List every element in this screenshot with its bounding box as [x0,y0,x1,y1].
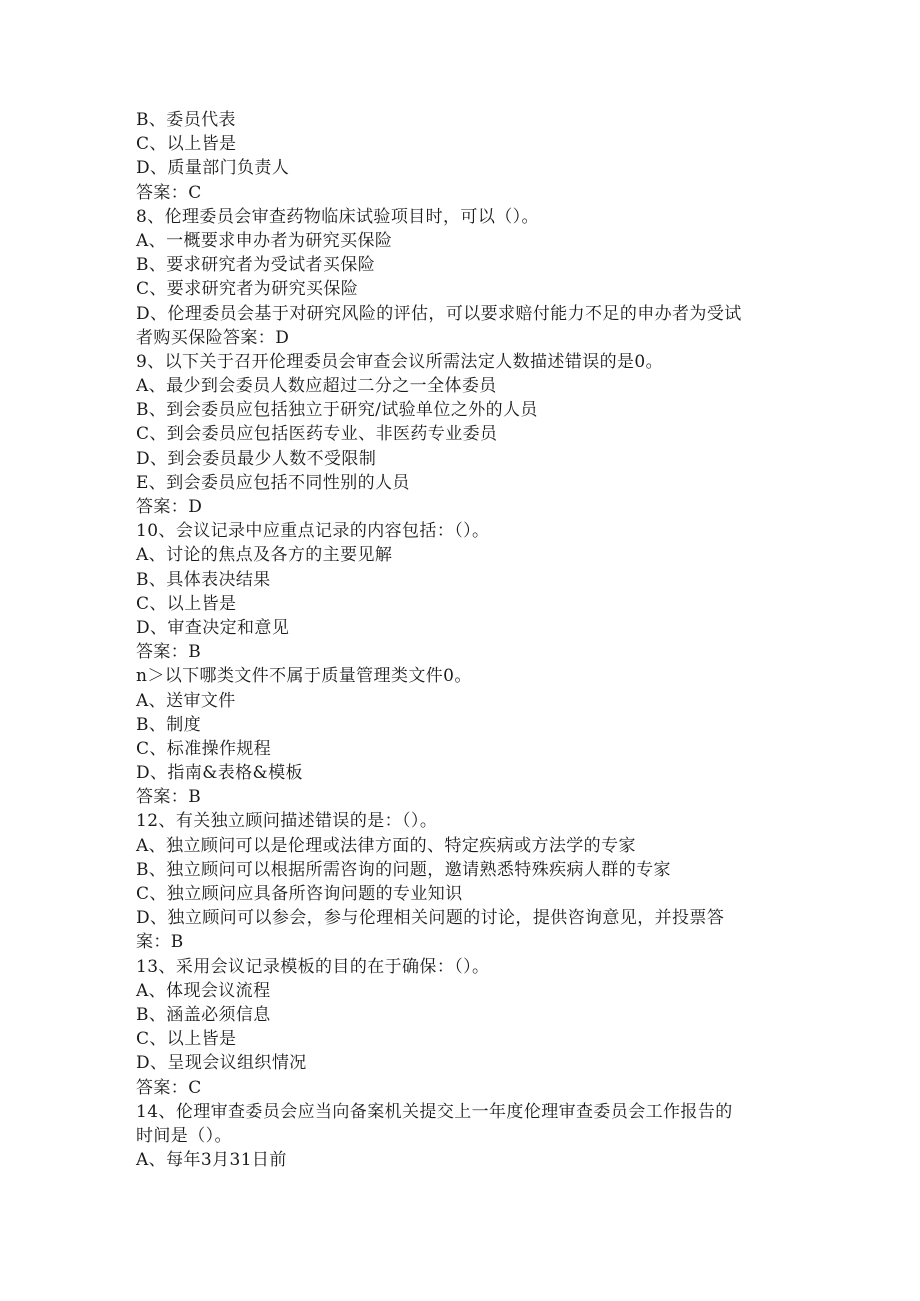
option-d-q11: D、指南&表格&模板 [136,763,303,784]
option-c-q7: C、以上皆是 [136,134,237,155]
answer-q13: 答案：C [136,1077,202,1098]
option-c-q10: C、以上皆是 [136,593,237,614]
question-10: 10、会议记录中应重点记录的内容包括：（）。 [136,521,490,542]
option-d-q10: D、审查决定和意见 [136,617,290,638]
question-14-continued: 时间是（）。 [136,1125,232,1146]
option-b-q13: B、涵盖必须信息 [136,1004,271,1025]
option-d-q7: D、质量部门负责人 [136,158,290,179]
option-d-q9: D、到会委员最少人数不受限制 [136,448,377,469]
option-d-q8: D、伦理委员会基于对研究风险的评估，可以要求赔付能力不足的申办者为受试 [136,303,742,324]
option-a-q10: A、讨论的焦点及各方的主要见解 [136,545,393,566]
question-9: 9、以下关于召开伦理委员会审查会议所需法定人数描述错误的是0。 [136,351,664,372]
option-b-q9: B、到会委员应包括独立于研究/试验单位之外的人员 [136,400,538,421]
question-8: 8、伦理委员会审查药物临床试验项目时，可以（）。 [136,206,539,227]
option-b-q7: B、委员代表 [136,110,236,130]
option-a-q14: A、每年3月31日前 [136,1150,287,1171]
answer-q11: 答案：B [136,787,202,808]
option-a-q11: A、送审文件 [136,690,236,711]
option-c-q12: C、独立顾问应具备所咨询问题的专业知识 [136,884,463,904]
option-d-q8-continued-answer: 者购买保险答案：D [136,327,290,348]
answer-q12: 案：B [136,932,184,953]
option-a-q8: A、一概要求申办者为研究买保险 [136,230,393,251]
question-14: 14、伦理审查委员会应当向备案机关提交上一年度伦理审查委员会工作报告的 [136,1101,733,1122]
option-d-q13: D、呈现会议组织情况 [136,1053,307,1074]
answer-q10: 答案：B [136,642,202,663]
answer-q9: 答案：D [136,497,203,517]
option-b-q10: B、具体表决结果 [136,569,271,590]
option-a-q12: A、独立顾问可以是伦理或法律方面的、特定疾病或方法学的专家 [136,835,636,856]
option-a-q9: A、最少到会委员人数应超过二分之一全体委员 [136,376,497,397]
option-c-q9: C、到会委员应包括医药专业、非医药专业委员 [136,424,498,445]
option-b-q12: B、独立顾问可以根据所需咨询的问题，邀请熟悉特殊疾病人群的专家 [136,859,671,880]
option-c-q8: C、要求研究者为研究买保险 [136,279,359,300]
option-b-q11: B、制度 [136,714,202,735]
question-12: 12、有关独立顾问描述错误的是：（）。 [136,811,438,832]
option-e-q9: E、到会委员应包括不同性别的人员 [136,472,410,493]
option-c-q13: C、以上皆是 [136,1029,237,1050]
question-11: n＞以下哪类文件不属于质量管理类文件0。 [136,666,472,687]
option-c-q11: C、标准操作规程 [136,738,272,759]
question-13: 13、采用会议记录模板的目的在于确保：（）。 [136,956,490,977]
answer-q7: 答案：C [136,182,202,203]
document-body [136,108,796,1172]
option-a-q13: A、体现会议流程 [136,980,271,1001]
option-d-q12: D、独立顾问可以参会，参与伦理相关问题的讨论，提供咨询意见，并投票答 [136,908,725,929]
option-b-q8: B、要求研究者为受试者买保险 [136,255,376,276]
